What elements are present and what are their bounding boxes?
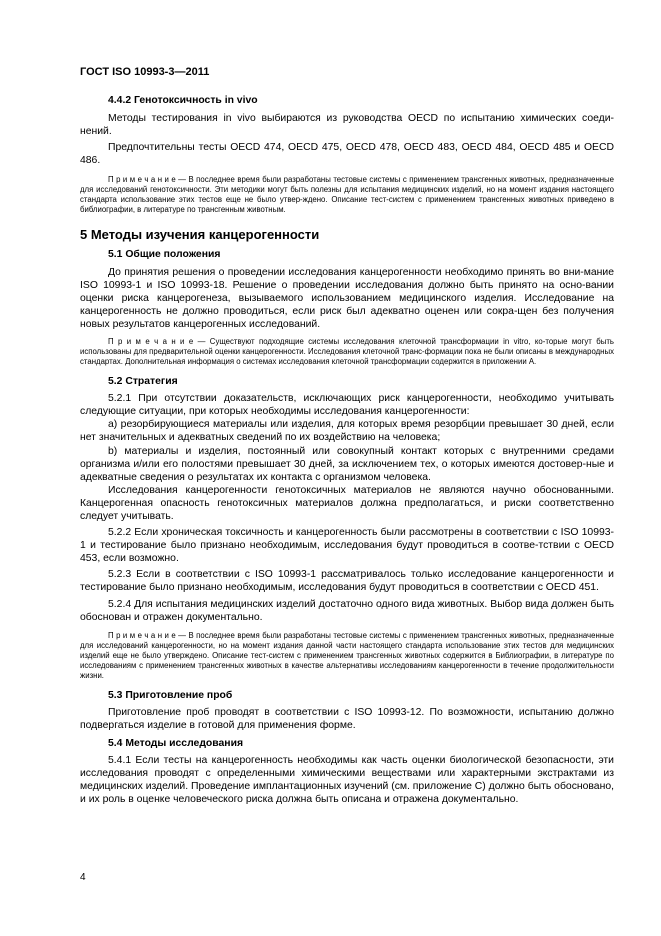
section-5-1-heading: 5.1 Общие положения	[108, 249, 221, 261]
section-5-heading: 5 Методы изучения канцерогенности	[80, 227, 320, 243]
section-4-4-2-heading: 4.4.2 Генотоксичность in vivo	[108, 95, 258, 106]
paragraph: Приготовление проб проводят в соответствии с ISO 10993-12. По возможности, испытанию должно подвергаться изделие в готовой для применения форме.	[80, 706, 614, 731]
paragraph: 5.2.2 Если хроническая токсичность и канцерогенность были рассмотрены в соответствии с ISO 10993-1 и тестирование было признано необходимым, исследования будут проводиться в соотве-тствии с OECD 453, если возможно.	[80, 527, 614, 565]
section-5-3-heading: 5.3 Приготовление проб	[108, 689, 233, 701]
page-number: 4	[80, 872, 86, 883]
note: П р и м е ч а н и е — В последнее время были разработаны тестовые системы с применением трансгенных животных, предназначенные для исследований канцерогенности, но на момент издания данной части настоящего стандарта использование этих тестов для медицинских изделий еще не было утверждено. Описание тест-систем с применением трансгенных животных содержится в Библиографии, в литературе по исследованиям с применением трансгенных животных в качестве альтернативы исследованиям канцерогенности в течение продолжительности жизни.	[80, 630, 614, 680]
paragraph: 5.2.4 Для испытания медицинских изделий достаточно одного вида животных. Выбор вида должен быть обоснован и отражен документально.	[80, 598, 614, 623]
paragraph: Предпочтительны тесты OECD 474, OECD 475, OECD 478, OECD 483, OECD 484, OECD 485 и OECD 486.	[80, 142, 614, 167]
paragraph: 5.4.1 Если тесты на канцерогенность необходимы как часть оценки биологической безопасности, эти исследования проводят с определенными химическими веществами или характерными экстрактами из медицинских изделий. Проведение имплантационных изучений (см. приложение С) должно быть обосновано, и их роль в оценке человеческого риска должна быть описана и отражена документально.	[80, 755, 614, 806]
paragraph: 5.2.3 Если в соответствии с ISO 10993-1 рассматривалось только исследование канцерогенности и тестирование было признано необходимым, исследования будут проводиться в соответствии с OECD 451.	[80, 569, 614, 594]
list-item: а) резорбирующиеся материалы или изделия, для которых время резорбции превышает 30 дней, если нет значительных и адекватных сведений по их воздействию на человека;	[80, 419, 614, 444]
paragraph: 5.2.1 При отсутствии доказательств, исключающих риск канцерогенности, необходимо учитывать следующие ситуации, при которых необходимы исследования канцерогенности:	[80, 393, 614, 418]
list-item: b) материалы и изделия, постоянный или совокупный контакт которых с внутренними средами организма и/или его полостями превышает 30 дней, за исключением тех, о которых имеются достовер-ные и адекватные сведения о результатах их контакта с организмом человека.	[80, 445, 614, 483]
section-5-2-heading: 5.2 Стратегия	[108, 376, 178, 388]
paragraph: Методы тестирования in vivo выбираются из руководства OECD по испытанию химических соеди-нений.	[80, 113, 614, 138]
paragraph: Исследования канцерогенности генотоксичных материалов не являются научно обоснованными. Канцерогенная опасность генотоксичных материалов должна предполагаться, и риски соответственно следует учитывать.	[80, 484, 614, 522]
note: П р и м е ч а н и е — Существуют подходящие системы исследования клеточной трансформации in vitro, ко-торые могут быть использованы для предварительной оценки канцерогенности. Исследования клеточной транс-формации пока не были описаны в международных стандартах. Дополнительная информация о системах исследования клеточной трансформации содержится в приложении А.	[80, 337, 614, 367]
document-header: ГОСТ ISO 10993-3—2011	[80, 66, 210, 78]
page-content	[80, 94, 614, 806]
paragraph: До принятия решения о проведении исследования канцерогенности необходимо принять во вни-мание ISO 10993-1 и ISO 10993-18. Решение о проведении исследования должно быть принято на осно-вании оценки риска канцерогенеза, вызываемого использованием медицинского изделия. Исследование на канцерогенность не должно проводиться, если риск был адекватно оценен или сокра-щен без получения новых результатов канцерогенных исследований.	[80, 266, 614, 330]
section-5-4-heading: 5.4 Методы исследования	[108, 738, 244, 749]
note: П р и м е ч а н и е — В последнее время были разработаны тестовые системы с применением трансгенных животных, предназначенные для исследований генотоксичности. Эти методики могут быть полезны для испытания медицинских изделий, но на момент издания настоящего стандарта использование этих тестов еще не было утвер-ждено. Описание тест-систем с применением трансгенных животных приведено в библиографии, в литературе по трансгенным животным.	[80, 175, 614, 215]
